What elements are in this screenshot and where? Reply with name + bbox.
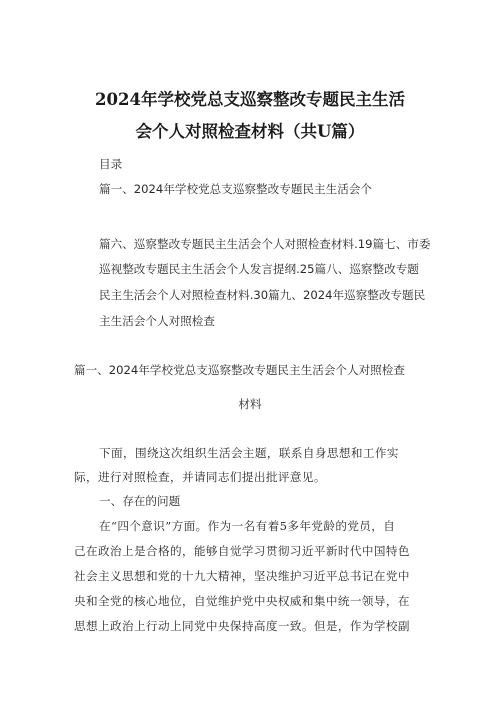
paragraph-line-3: 社会主义思想和党的十九大精神，坚决维护习近平总书记在党中: [74, 569, 410, 583]
section-heading-line-1: 篇一、2024年学校党总支巡察整改专题民主生活会个人对照检查: [74, 363, 405, 377]
paragraph-line-2: 己在政治上是合格的，能够自觉学习贯彻习近平新时代中国特色: [74, 544, 410, 558]
toc-block-line-3: 民主生活会个人对照检查材料.30篇九、2024年巡察整改专题民: [99, 288, 426, 302]
paragraph-line-5: 思想上政治上行动上同党中央保持高度一致。但是，作为学校副: [74, 619, 410, 633]
toc-block-line-1: 篇六、巡察整改专题民主生活会个人对照检查材料.19篇七、市委: [99, 237, 431, 251]
toc-block-line-4: 主生活会个人对照检查: [99, 314, 215, 328]
intro-line-2: 际，进行对照检查，并请同志们提出批评意见。: [74, 470, 326, 484]
section-heading-line-2: 材料: [238, 397, 262, 411]
intro-line-1: 下面，围绕这次组织生活会主题，联系自身思想和工作实: [99, 446, 399, 460]
toc-item-1: 篇一、2024年学校党总支巡察整改专题民主生活会个: [99, 182, 372, 196]
document-title-line-1: 2024年学校党总支巡察整改专题民主生活: [95, 90, 405, 109]
document-title-line-2: 会个人对照检查材料（共U篇）: [135, 122, 365, 141]
toc-heading: 目录: [99, 157, 123, 171]
paragraph-line-1: 在“四个意识”方面。作为一名有着5多年党龄的党员，自: [99, 519, 396, 533]
subheading-problems: 一、存在的问题: [99, 494, 181, 508]
paragraph-line-4: 央和全党的核心地位，自觉维护党中央权威和集中统一领导，在: [74, 594, 410, 608]
toc-block-line-2: 巡视整改专题民主生活会个人发言提纲.25篇八、巡察整改专题: [99, 262, 419, 276]
